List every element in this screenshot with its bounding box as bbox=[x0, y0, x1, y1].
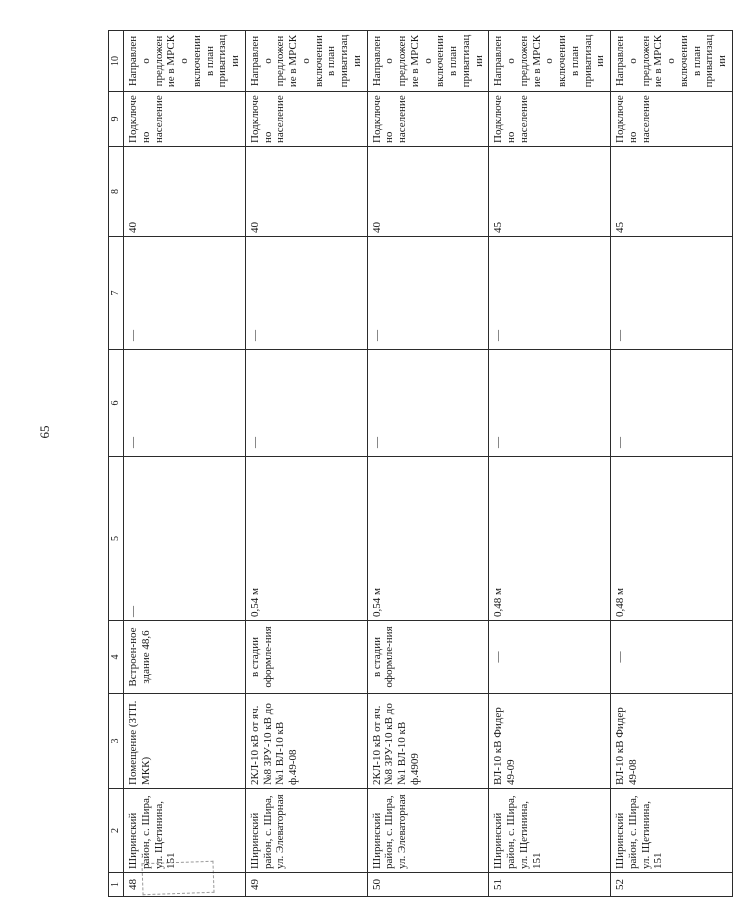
consumer-cell: Подключено население bbox=[489, 92, 611, 147]
state-cell: — bbox=[611, 621, 733, 694]
column-6-cell: — bbox=[611, 350, 733, 457]
column-7-cell: — bbox=[611, 237, 733, 350]
column-number: 5 bbox=[109, 457, 124, 621]
table-row bbox=[489, 31, 611, 897]
column-8-cell: 45 bbox=[611, 147, 733, 237]
consumer-cell: Подключено население bbox=[124, 92, 246, 147]
length-cell: — bbox=[124, 457, 246, 621]
column-6-cell: — bbox=[124, 350, 246, 457]
consumer-cell: Подключено население bbox=[367, 92, 489, 147]
state-cell: — bbox=[489, 621, 611, 694]
column-number: 8 bbox=[109, 147, 124, 237]
object-cell: ВЛ-10 кВ Фидер 49-09 bbox=[489, 694, 611, 789]
object-cell: 2КЛ-10 кВ от яч. №8 ЗРУ-10 кВ до №1 ВЛ-10 кВ ф.4909 bbox=[367, 694, 489, 789]
note-cell: Направлено предложение в МРСК о включении в план приватизации bbox=[124, 31, 246, 92]
row-number: 52 bbox=[611, 873, 733, 897]
column-number: 4 bbox=[109, 621, 124, 694]
column-8-cell: 40 bbox=[367, 147, 489, 237]
length-cell: 0,54 м bbox=[367, 457, 489, 621]
rotated-table-container bbox=[108, 31, 728, 897]
row-number: 48 bbox=[124, 873, 246, 897]
column-number-row bbox=[109, 31, 124, 897]
object-cell: 2КЛ-10 кВ от яч. №8 ЗРУ-10 кВ до №1 ВЛ-10 кВ ф.49-08 bbox=[245, 694, 367, 789]
note-cell: Направлено предложение в МРСК о включении в план приватизации bbox=[245, 31, 367, 92]
table-row bbox=[367, 31, 489, 897]
column-number: 6 bbox=[109, 350, 124, 457]
state-cell: в стадии оформле-ния bbox=[245, 621, 367, 694]
consumer-cell: Подключено население bbox=[245, 92, 367, 147]
table-row bbox=[611, 31, 733, 897]
location-cell: Ширинский район, с. Шира, ул. Элеваторная bbox=[367, 789, 489, 873]
table-row bbox=[245, 31, 367, 897]
object-cell: Помещение (ЗТП. МКК) bbox=[124, 694, 246, 789]
location-cell: Ширинский район, с. Шира, ул. Щетинина, 151 bbox=[124, 789, 246, 873]
length-cell: 0,48 м bbox=[611, 457, 733, 621]
column-7-cell: — bbox=[489, 237, 611, 350]
column-number: 1 bbox=[109, 873, 124, 897]
column-number: 7 bbox=[109, 237, 124, 350]
note-cell: Направлено предложение в МРСК о включении в план приватизации bbox=[367, 31, 489, 92]
column-8-cell: 40 bbox=[245, 147, 367, 237]
length-cell: 0,48 м bbox=[489, 457, 611, 621]
column-number: 3 bbox=[109, 694, 124, 789]
property-table bbox=[108, 30, 733, 897]
column-7-cell: — bbox=[367, 237, 489, 350]
location-cell: Ширинский район, с. Шира, ул. Щетинина, 151 bbox=[489, 789, 611, 873]
object-cell: ВЛ-10 кВ Фидер 49-08 bbox=[611, 694, 733, 789]
column-8-cell: 45 bbox=[489, 147, 611, 237]
location-cell: Ширинский район, с. Шира, ул. Элеваторная bbox=[245, 789, 367, 873]
note-cell: Направлено предложение в МРСК о включении в план приватизации bbox=[489, 31, 611, 92]
consumer-cell: Подключено население bbox=[611, 92, 733, 147]
column-6-cell: — bbox=[489, 350, 611, 457]
column-7-cell: — bbox=[245, 237, 367, 350]
column-8-cell: 40 bbox=[124, 147, 246, 237]
column-6-cell: — bbox=[245, 350, 367, 457]
location-cell: Ширинский район, с. Шира, ул. Щетинина, 151 bbox=[611, 789, 733, 873]
column-7-cell: — bbox=[124, 237, 246, 350]
table-row bbox=[124, 31, 246, 897]
row-number: 49 bbox=[245, 873, 367, 897]
column-number: 2 bbox=[109, 789, 124, 873]
row-number: 50 bbox=[367, 873, 489, 897]
column-6-cell: — bbox=[367, 350, 489, 457]
state-cell: Встроен-ное здание 48,6 bbox=[124, 621, 246, 694]
column-number: 9 bbox=[109, 92, 124, 147]
page-number: 65 bbox=[37, 425, 52, 439]
state-cell: в стадии оформле-ния bbox=[367, 621, 489, 694]
note-cell: Направлено предложение в МРСК о включении в план приватизации bbox=[611, 31, 733, 92]
row-number: 51 bbox=[489, 873, 611, 897]
length-cell: 0,54 м bbox=[245, 457, 367, 621]
column-number: 10 bbox=[109, 31, 124, 92]
